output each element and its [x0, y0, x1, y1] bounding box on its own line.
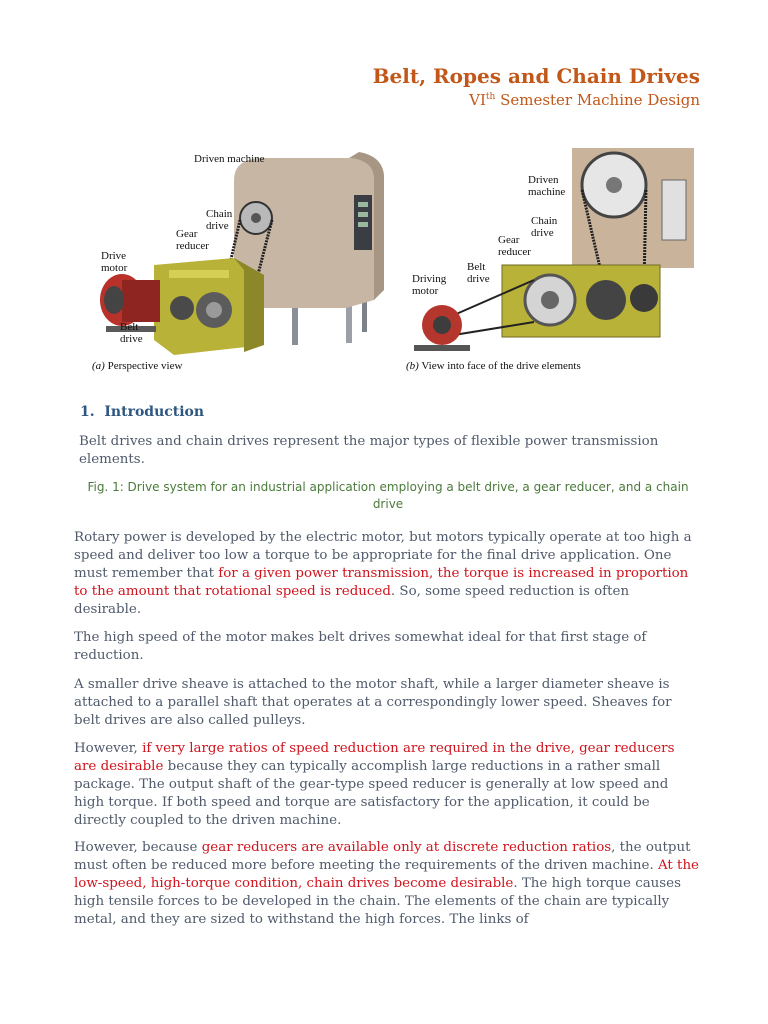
label-gear-reducer-b: Gear reducer — [498, 234, 531, 258]
paragraph-3: A smaller drive sheave is attached to the motor shaft, while a larger diameter sheave is attached to a parallel shaft that operates at a correspondingly lower speed. Sheaves for belt drives are also called pulleys. — [74, 677, 672, 728]
highlight-torque: for a given power transmission, the torque is increased in proportion to the amount that rotational speed is reduced — [74, 566, 689, 599]
intro-paragraph: Belt drives and chain drives represent the major types of flexible power transmission elements. — [79, 434, 659, 467]
label-gear-reducer-a: Gear reducer — [176, 228, 209, 252]
highlight-discrete-ratios: gear reducers are available only at discrete reduction ratios — [201, 840, 612, 855]
label-driven-machine-b: Driven machine — [528, 174, 566, 198]
figure-caption: Fig. 1: Drive system for an industrial application employing a belt drive, a gear reducer, and a chain drive — [87, 480, 689, 511]
subtitle-prefix: VI — [469, 91, 486, 109]
label-chain-drive-b: Chain drive — [531, 215, 558, 239]
paragraph-1: Rotary power is developed by the electric motor, but motors typically operate at too high a speed and deliver too low a torque to be appropriate for the final drive application. One must remember that for a given power transmission, the torque is increased in proportion to the amount that rotational speed is reduced. So, some speed reduction is often desirable. — [74, 530, 692, 617]
document-header — [373, 62, 700, 110]
label-drive-motor-a: Drive motor — [101, 250, 128, 274]
label-driving-motor-b: Driving motor — [412, 273, 447, 297]
label-belt-drive-a: Belt drive — [120, 321, 143, 345]
paragraph-2: The high speed of the motor makes belt drives somewhat ideal for that first stage of reduction. — [74, 630, 647, 663]
subtitle-superscript: th — [485, 92, 496, 102]
highlight-gear-reducers: if very large ratios of speed reduction are required in the drive, gear reducers are desirable — [74, 741, 675, 774]
section-number: 1. — [80, 404, 95, 420]
subtitle-rest: Semester Machine Design — [495, 91, 700, 109]
caption-face-view: (b) View into face of the drive elements — [406, 360, 581, 372]
label-chain-drive-a: Chain drive — [206, 208, 233, 232]
highlight-chain-drives: At the low-speed, high-torque condition, chain drives become desirable — [74, 858, 699, 891]
document-subtitle — [373, 90, 700, 110]
paragraph-5: However, because gear reducers are available only at discrete reduction ratios, the output must often be reduced more before meeting the requirements of the driven machine. At the low-speed, high-torque condition, chain drives become desirable. The high torque causes high tensile forces to be developed in the chain. The elements of the chain are typically metal, and they are sized to withstand the high forces. The links of — [74, 840, 699, 927]
caption-perspective-view: (a) Perspective view — [92, 360, 183, 372]
section-title: Introduction — [104, 404, 205, 420]
label-belt-drive-b: Belt drive — [467, 261, 490, 285]
section-heading — [80, 404, 204, 420]
label-driven-machine-a: Driven machine — [194, 153, 265, 165]
document-title: Belt, Ropes and Chain Drives — [372, 64, 700, 88]
paragraph-4: However, if very large ratios of speed reduction are required in the drive, gear reducers are desirable because they can typically accomplish large reductions in a rather small package. The output shaft of the gear-type speed reducer is generally at low speed and high torque. If both speed and torque are satisfactory for the application, it could be directly coupled to the driven machine. — [74, 741, 675, 828]
drive-system-figure — [84, 140, 700, 380]
drive-system-illustration — [84, 140, 700, 380]
